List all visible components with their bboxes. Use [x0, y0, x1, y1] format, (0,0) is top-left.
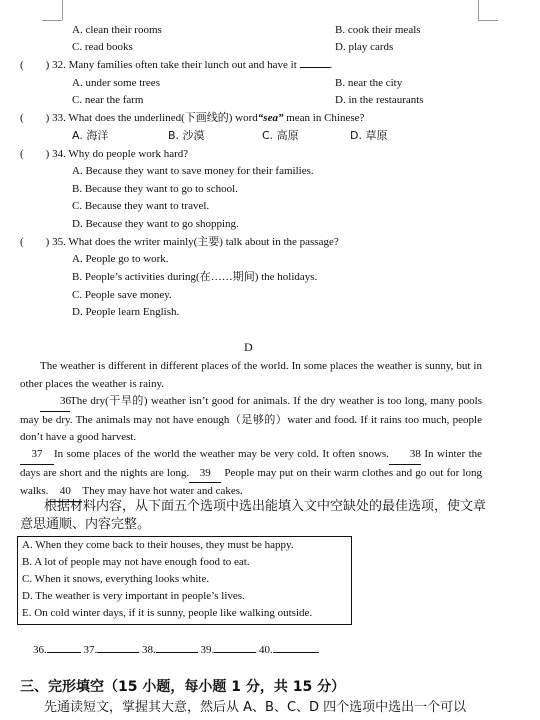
answer-paren-open: ( [20, 59, 24, 71]
q31-option-a: A. clean their rooms [72, 24, 162, 36]
answer-paren-open: ( [20, 236, 24, 248]
q35-question: 35. What does the writer mainly(主要) talk about in the passage? [52, 236, 339, 248]
blank-38: 38 [389, 446, 421, 465]
q31-option-d: D. play cards [335, 41, 394, 53]
q32-option-d: D. in the restaurants [335, 94, 424, 106]
answer-39-blank[interactable] [214, 652, 256, 653]
q32-blank [300, 67, 330, 68]
blank-39: 39 [189, 465, 221, 484]
q34-option-d: D. Because they want to go shopping. [72, 218, 239, 230]
q32-question: 32. Many families often take their lunch out and have it [52, 59, 297, 71]
q35-option-a: A. People go to work. [72, 253, 169, 265]
q35-option-d: D. People learn English. [72, 306, 180, 318]
answer-paren-open: ( [20, 112, 24, 124]
answer-row [33, 643, 319, 657]
instruction-text: 根据材料内容，从下面五个选项中选出能填入文中空缺处的最佳选项，使文章意思通顺、内容完整。 [20, 499, 487, 532]
q34-option-c: C. Because they want to travel. [72, 200, 210, 212]
corner-mark-left-h [42, 20, 62, 21]
passage-paragraph-1: The weather is different in different places of the world. In some places the weather is sunny, but in other places the weather is rainy. [20, 360, 482, 390]
q33-stem [20, 111, 364, 125]
blank-37: 37 [20, 446, 54, 465]
option-e: E. On cold winter days, if it is sunny, people like walking outside. [22, 607, 313, 619]
section-3-heading: 三、完形填空（15 小题，每小题 1 分，共 15 分） [20, 679, 346, 695]
answer-paren-close: ) [45, 59, 50, 71]
passage-paragraph-3: 37 In some places of the world the weather may be very cold. It often snows. 38 In winter the days are short and the nights are long. 39 People may put on their warm clothes and go out for long walks. 40 They may have hot water and cakes. [20, 446, 482, 502]
q33-option-d: D. 草原 [350, 129, 388, 142]
q33-question: 33. What does the underlined(下画线的) word [52, 112, 258, 124]
options-box [17, 536, 352, 625]
answer-39-label: 39. [200, 644, 215, 656]
answer-37-label: 37. [83, 644, 98, 656]
answer-paren-open: ( [20, 148, 24, 160]
answer-40-blank[interactable] [273, 652, 319, 653]
corner-mark-right [478, 0, 479, 20]
q31-option-b: B. cook their meals [335, 24, 421, 36]
q31-option-c: C. read books [72, 41, 133, 53]
answer-38-blank[interactable] [156, 652, 198, 653]
blank-40: 40 [48, 483, 82, 502]
q32-option-a: A. under some trees [72, 77, 160, 89]
corner-mark-right-h [478, 20, 498, 21]
q34-option-a: A. Because they want to save money for their families. [72, 165, 314, 177]
answer-36-blank[interactable] [47, 652, 81, 653]
q35-stem [20, 235, 339, 249]
answer-40-label: 40. [259, 644, 273, 656]
passage-heading: D [244, 340, 253, 354]
blank-36: 36 [40, 393, 70, 412]
corner-mark-left [62, 0, 63, 20]
q33-word: “sea” [257, 112, 284, 124]
option-c: C. When it snows, everything looks white. [22, 573, 210, 585]
q33-option-c: C. 高原 [262, 129, 299, 142]
q35-option-c: C. People save money. [72, 289, 172, 301]
answer-36-label: 36. [33, 644, 47, 656]
q33-question-end: mean in Chinese? [286, 112, 365, 124]
option-d: D. The weather is very important in people’s lives. [22, 590, 245, 602]
section-3-intro: 先通读短文，掌握其大意，然后从 A、B、C、D 四个选项中选出一个可以 [44, 700, 467, 715]
answer-paren-close: ) [45, 112, 50, 124]
q32-option-c: C. near the farm [72, 94, 144, 106]
answer-paren-close: ) [45, 148, 50, 160]
option-a: A. When they come back to their houses, they must be happy. [22, 539, 294, 551]
q34-question: 34. Why do people work hard? [52, 148, 189, 160]
answer-38-label: 38. [142, 644, 156, 656]
q33-option-b: B. 沙漠 [168, 129, 205, 142]
q34-stem [20, 147, 188, 161]
answer-paren-close: ) [45, 236, 50, 248]
q35-option-b: B. People’s activities during(在……期间) the holidays. [72, 271, 318, 283]
q33-option-a: A. 海洋 [72, 129, 109, 142]
q34-option-b: B. Because they want to go to school. [72, 183, 238, 195]
option-b: B. A lot of people may not have enough food to eat. [22, 556, 250, 568]
passage-paragraph-2: 36The dry(干旱的) weather isn’t good for animals. If the dry weather is too long, many pools may be dry. The animals may not have enough（足够的）water and food. If it rains too much, people don’t have a good harvest. [20, 395, 482, 444]
answer-37-blank[interactable] [97, 652, 139, 653]
q32-stem: ( ) 32. Many families often take their lunch out and have it . [20, 59, 333, 71]
q32-option-b: B. near the city [335, 77, 403, 89]
